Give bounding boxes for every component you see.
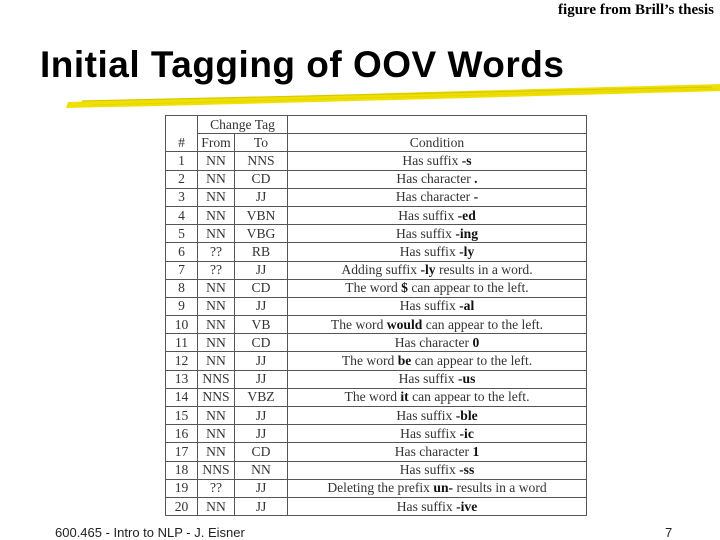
- table-group-header-row: [166, 116, 587, 134]
- condition-text-before: Has suffix: [398, 371, 458, 387]
- condition-cell: [288, 407, 587, 425]
- table-header-row: [166, 134, 587, 152]
- from-tag: ??: [198, 479, 235, 497]
- source-note: figure from Brill’s thesis: [558, 2, 714, 18]
- condition-text-before: The word: [341, 353, 398, 369]
- condition-text-before: Has character: [396, 171, 475, 187]
- to-tag: JJ: [235, 497, 288, 515]
- condition-text-after: can appear to the left.: [422, 316, 544, 332]
- condition-key-term: -ly: [459, 243, 475, 259]
- condition-key-term: -us: [458, 371, 476, 387]
- table-row: [166, 316, 587, 334]
- condition-text-before: Has suffix: [395, 225, 456, 241]
- condition-text-after: results in a word: [453, 480, 547, 496]
- condition-text-before: The word: [345, 280, 402, 296]
- table-row: [166, 352, 587, 370]
- from-column-header: From: [198, 134, 235, 152]
- condition-key-term: -al: [459, 298, 475, 314]
- to-tag: JJ: [235, 407, 288, 425]
- page-number: 7: [665, 525, 673, 540]
- condition-key-term: -ic: [459, 425, 474, 441]
- condition-cell: [288, 388, 587, 406]
- condition-key-term: -ed: [457, 207, 476, 223]
- from-tag: NN: [198, 188, 235, 206]
- tagging-rules-table: [165, 115, 587, 516]
- rule-number: 16: [166, 425, 198, 443]
- rule-number: 4: [166, 206, 198, 224]
- condition-key-term: -: [473, 189, 479, 205]
- from-tag: NN: [198, 425, 235, 443]
- to-column-header: To: [235, 134, 288, 152]
- condition-column-header: Condition: [288, 134, 587, 152]
- from-tag: NN: [198, 297, 235, 315]
- rule-number: 6: [166, 243, 198, 261]
- to-tag: CD: [235, 443, 288, 461]
- table-row: [166, 297, 587, 315]
- condition-cell: [288, 206, 587, 224]
- condition-text-before: Has suffix: [399, 298, 460, 314]
- from-tag: NNS: [198, 461, 235, 479]
- to-tag: RB: [235, 243, 288, 261]
- to-tag: CD: [235, 170, 288, 188]
- to-tag: JJ: [235, 425, 288, 443]
- condition-text-after: results in a word.: [435, 262, 533, 278]
- condition-key-term: -ble: [455, 407, 478, 423]
- condition-cell: [288, 479, 587, 497]
- condition-cell: [288, 297, 587, 315]
- rule-number: 5: [166, 225, 198, 243]
- condition-text-after: can appear to the left.: [411, 353, 533, 369]
- rule-number: 8: [166, 279, 198, 297]
- rule-number: 9: [166, 297, 198, 315]
- table-row: [166, 225, 587, 243]
- condition-text-before: Has suffix: [396, 498, 457, 514]
- table-row: [166, 443, 587, 461]
- condition-key-term: -ly: [420, 262, 436, 278]
- condition-cell: [288, 334, 587, 352]
- condition-text-before: Has character: [394, 334, 473, 350]
- condition-text-before: Has suffix: [398, 207, 458, 223]
- table-row: [166, 170, 587, 188]
- condition-cell: [288, 225, 587, 243]
- to-tag: NNS: [235, 152, 288, 170]
- condition-key-term: it: [400, 389, 409, 405]
- from-tag: NN: [198, 170, 235, 188]
- table-row: [166, 479, 587, 497]
- rule-number: 15: [166, 407, 198, 425]
- rule-number: 2: [166, 170, 198, 188]
- table-row: [166, 152, 587, 170]
- to-tag: JJ: [235, 188, 288, 206]
- condition-text-before: The word: [330, 316, 387, 332]
- to-tag: VBZ: [235, 388, 288, 406]
- condition-key-term: -ss: [459, 462, 475, 478]
- footer-course: 600.465 - Intro to NLP - J. Eisner: [55, 525, 245, 540]
- condition-header-blank: [288, 116, 587, 134]
- from-tag: NN: [198, 334, 235, 352]
- rule-number: 11: [166, 334, 198, 352]
- from-tag: NN: [198, 352, 235, 370]
- condition-text-before: The word: [344, 389, 401, 405]
- condition-cell: [288, 497, 587, 515]
- from-tag: NN: [198, 206, 235, 224]
- to-tag: JJ: [235, 479, 288, 497]
- rule-number: 10: [166, 316, 198, 334]
- table-row: [166, 497, 587, 515]
- condition-text-before: Deleting the prefix: [327, 480, 434, 496]
- condition-cell: [288, 370, 587, 388]
- condition-cell: [288, 261, 587, 279]
- rule-number: 18: [166, 461, 198, 479]
- condition-cell: [288, 279, 587, 297]
- highlighter-underline: [62, 82, 720, 110]
- table-row: [166, 388, 587, 406]
- condition-key-term: 0: [472, 334, 480, 350]
- table-row: [166, 461, 587, 479]
- from-tag: NN: [198, 316, 235, 334]
- change-tag-header: Change Tag: [198, 116, 288, 134]
- from-tag: NN: [198, 407, 235, 425]
- condition-text-before: Has suffix: [400, 425, 460, 441]
- rule-number: 7: [166, 261, 198, 279]
- condition-cell: [288, 243, 587, 261]
- to-tag: JJ: [235, 352, 288, 370]
- condition-text-before: Has suffix: [396, 407, 456, 423]
- condition-text-before: Has suffix: [399, 243, 460, 259]
- rule-number: 12: [166, 352, 198, 370]
- rule-number: 19: [166, 479, 198, 497]
- to-tag: CD: [235, 334, 288, 352]
- from-tag: NN: [198, 443, 235, 461]
- condition-cell: [288, 316, 587, 334]
- to-tag: JJ: [235, 297, 288, 315]
- condition-key-term: -ing: [455, 225, 479, 241]
- condition-key-term: be: [397, 353, 412, 369]
- rule-number: 14: [166, 388, 198, 406]
- table-row: [166, 370, 587, 388]
- condition-key-term: -ive: [456, 498, 478, 514]
- condition-cell: [288, 188, 587, 206]
- from-tag: ??: [198, 261, 235, 279]
- rule-number: 1: [166, 152, 198, 170]
- number-column-header: #: [166, 134, 198, 152]
- to-tag: VB: [235, 316, 288, 334]
- slide-title: Initial Tagging of OOV Words: [40, 44, 565, 85]
- condition-cell: [288, 170, 587, 188]
- to-tag: CD: [235, 279, 288, 297]
- from-tag: NNS: [198, 370, 235, 388]
- to-tag: JJ: [235, 261, 288, 279]
- to-tag: VBG: [235, 225, 288, 243]
- condition-text-before: Has character: [395, 189, 474, 205]
- condition-text-before: Has character: [394, 443, 473, 459]
- table-row: [166, 425, 587, 443]
- table-row: [166, 243, 587, 261]
- from-tag: NN: [198, 497, 235, 515]
- rule-number: 20: [166, 497, 198, 515]
- to-tag: JJ: [235, 370, 288, 388]
- condition-text-before: Has suffix: [399, 462, 460, 478]
- condition-cell: [288, 461, 587, 479]
- condition-key-term: would: [386, 316, 423, 332]
- table-row: [166, 261, 587, 279]
- condition-text-before: Adding suffix: [341, 262, 421, 278]
- rule-number: 13: [166, 370, 198, 388]
- condition-cell: [288, 443, 587, 461]
- from-tag: NN: [198, 225, 235, 243]
- rule-number: 17: [166, 443, 198, 461]
- from-tag: ??: [198, 243, 235, 261]
- table-row: [166, 279, 587, 297]
- condition-cell: [288, 152, 587, 170]
- from-tag: NNS: [198, 388, 235, 406]
- to-tag: VBN: [235, 206, 288, 224]
- condition-text-before: Has suffix: [402, 152, 462, 168]
- condition-key-term: 1: [472, 443, 480, 459]
- table-row: [166, 188, 587, 206]
- to-tag: NN: [235, 461, 288, 479]
- table-row: [166, 407, 587, 425]
- rule-rows: [166, 152, 587, 516]
- condition-text-after: can appear to the left.: [408, 389, 530, 405]
- table-row: [166, 206, 587, 224]
- rule-number: 3: [166, 188, 198, 206]
- condition-key-term: $: [401, 280, 408, 296]
- from-tag: NN: [198, 152, 235, 170]
- condition-key-term: .: [474, 171, 478, 187]
- condition-cell: [288, 352, 587, 370]
- condition-cell: [288, 425, 587, 443]
- table-row: [166, 334, 587, 352]
- condition-key-term: un-: [433, 480, 454, 496]
- number-header-blank: [166, 116, 198, 134]
- condition-key-term: -s: [461, 152, 472, 168]
- from-tag: NN: [198, 279, 235, 297]
- condition-text-after: can appear to the left.: [407, 280, 529, 296]
